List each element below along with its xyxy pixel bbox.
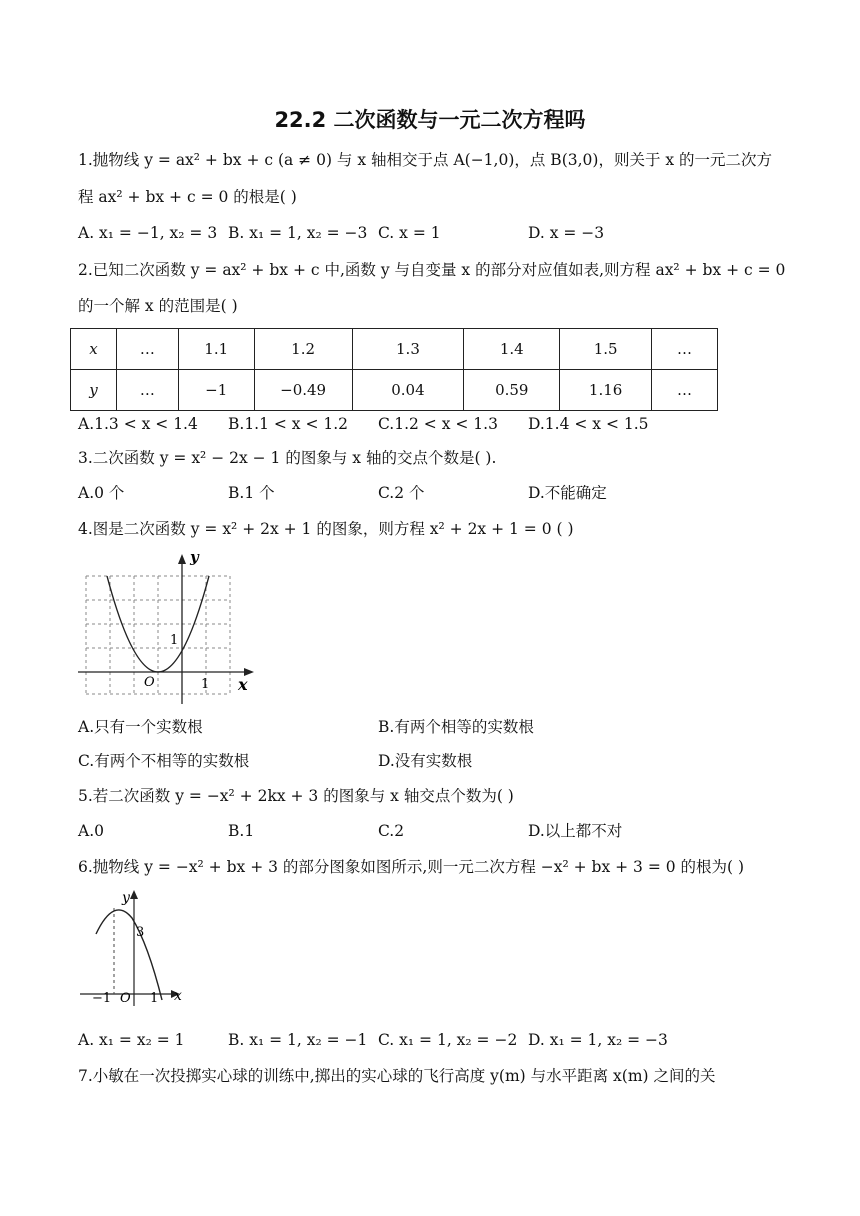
q2-stem-line2: 的一个解 x 的范围是( ) [78, 297, 238, 315]
q4-option-b: B.有两个相等的实数根 [378, 718, 534, 736]
y-intercept-label-3: 3 [136, 925, 145, 940]
y-tick-label-1: 1 [170, 633, 179, 648]
origin-label: O [120, 991, 131, 1006]
q5-option-b: B.1 [228, 822, 255, 840]
table-cell: 1.16 [560, 370, 652, 411]
q3-option-b: B.1 个 [228, 484, 275, 502]
q4-stem: 4.图是二次函数 y = x² + 2x + 1 的图象，则方程 x² + 2x + 1 = 0 ( ) [78, 520, 574, 538]
q2-stem-line1: 2.已知二次函数 y = ax² + bx + c 中,函数 y 与自变量 x 的部分对应值如表,则方程 ax² + bx + c = 0 [78, 261, 786, 279]
q6-option-b: B. x₁ = 1, x₂ = −1 [228, 1031, 368, 1049]
q7-stem: 7.小敏在一次投掷实心球的训练中,掷出的实心球的飞行高度 y(m) 与水平距离 x(m) 之间的关 [78, 1067, 716, 1085]
table-cell: 1.3 [352, 329, 464, 370]
y-axis-label: y [122, 890, 130, 906]
table-cell: … [116, 329, 178, 370]
q2-option-a: A.1.3 < x < 1.4 [78, 415, 198, 433]
value-table [70, 328, 718, 411]
y-axis-arrow [130, 890, 138, 899]
q5-stem: 5.若二次函数 y = −x² + 2kx + 3 的图象与 x 轴交点个数为( ) [78, 787, 514, 805]
q2-option-d: D.1.4 < x < 1.5 [528, 415, 649, 433]
q6-stem: 6.抛物线 y = −x² + bx + 3 的部分图象如图所示,则一元二次方程 −x² + bx + 3 = 0 的根为( ) [78, 858, 745, 876]
table-cell: 1.1 [178, 329, 254, 370]
q6-option-c: C. x₁ = 1, x₂ = −2 [378, 1031, 518, 1049]
q1-option-a: A. x₁ = −1, x₂ = 3 [78, 224, 218, 242]
q1-option-d: D. x = −3 [528, 224, 605, 242]
table-cell: … [116, 370, 178, 411]
q5-option-d: D.以上都不对 [528, 822, 623, 840]
table-cell: 0.04 [352, 370, 464, 411]
q2-option-c: C.1.2 < x < 1.3 [378, 415, 498, 433]
q5-option-a: A.0 [78, 822, 104, 840]
q6-option-a: A. x₁ = x₂ = 1 [78, 1031, 185, 1049]
q4-option-d: D.没有实数根 [378, 752, 473, 770]
q3-stem: 3.二次函数 y = x² − 2x − 1 的图象与 x 轴的交点个数是( ). [78, 449, 497, 467]
q3-option-d: D.不能确定 [528, 484, 607, 502]
q3-option-a: A.0 个 [78, 484, 125, 502]
x-axis-label: x [174, 988, 182, 1004]
table-cell: x [71, 329, 117, 370]
q4-option-a: A.只有一个实数根 [78, 718, 203, 736]
q4-option-c: C.有两个不相等的实数根 [78, 752, 250, 770]
table-cell: … [652, 370, 718, 411]
table-row-y [71, 370, 718, 411]
table-cell: 1.4 [464, 329, 560, 370]
q4-parabola-graph [74, 548, 264, 708]
x-tick-label-1: 1 [201, 677, 210, 692]
table-row-x [71, 329, 718, 370]
table-cell: −1 [178, 370, 254, 411]
q6-option-d: D. x₁ = 1, x₂ = −3 [528, 1031, 668, 1049]
q1-stem-line1: 1.抛物线 y = ax² + bx + c (a ≠ 0) 与 x 轴相交于点 A(−1,0)，点 B(3,0)，则关于 x 的一元二次方 [78, 151, 773, 169]
q6-parabola-graph [76, 884, 206, 1009]
x-tick-label-1: 1 [150, 991, 159, 1006]
x-tick-label-neg-1: −1 [92, 991, 112, 1006]
x-axis-label: x [238, 675, 248, 694]
q1-option-b: B. x₁ = 1, x₂ = −3 [228, 224, 368, 242]
table-cell: −0.49 [254, 370, 352, 411]
page-title: 22.2 二次函数与一元二次方程吗 [274, 108, 586, 132]
y-axis-arrow [178, 554, 186, 564]
table-cell: 1.2 [254, 329, 352, 370]
origin-label: O [144, 675, 155, 690]
q2-option-b: B.1.1 < x < 1.2 [228, 415, 349, 433]
table-cell: y [71, 370, 117, 411]
q1-option-c: C. x = 1 [378, 224, 441, 242]
q1-stem-line2: 程 ax² + bx + c = 0 的根是( ) [78, 188, 297, 206]
table-cell: 1.5 [560, 329, 652, 370]
q5-option-c: C.2 [378, 822, 405, 840]
parabola-curve [96, 910, 162, 1000]
table-cell: … [652, 329, 718, 370]
q3-option-c: C.2 个 [378, 484, 425, 502]
y-axis-label: y [190, 548, 199, 566]
table-cell: 0.59 [464, 370, 560, 411]
